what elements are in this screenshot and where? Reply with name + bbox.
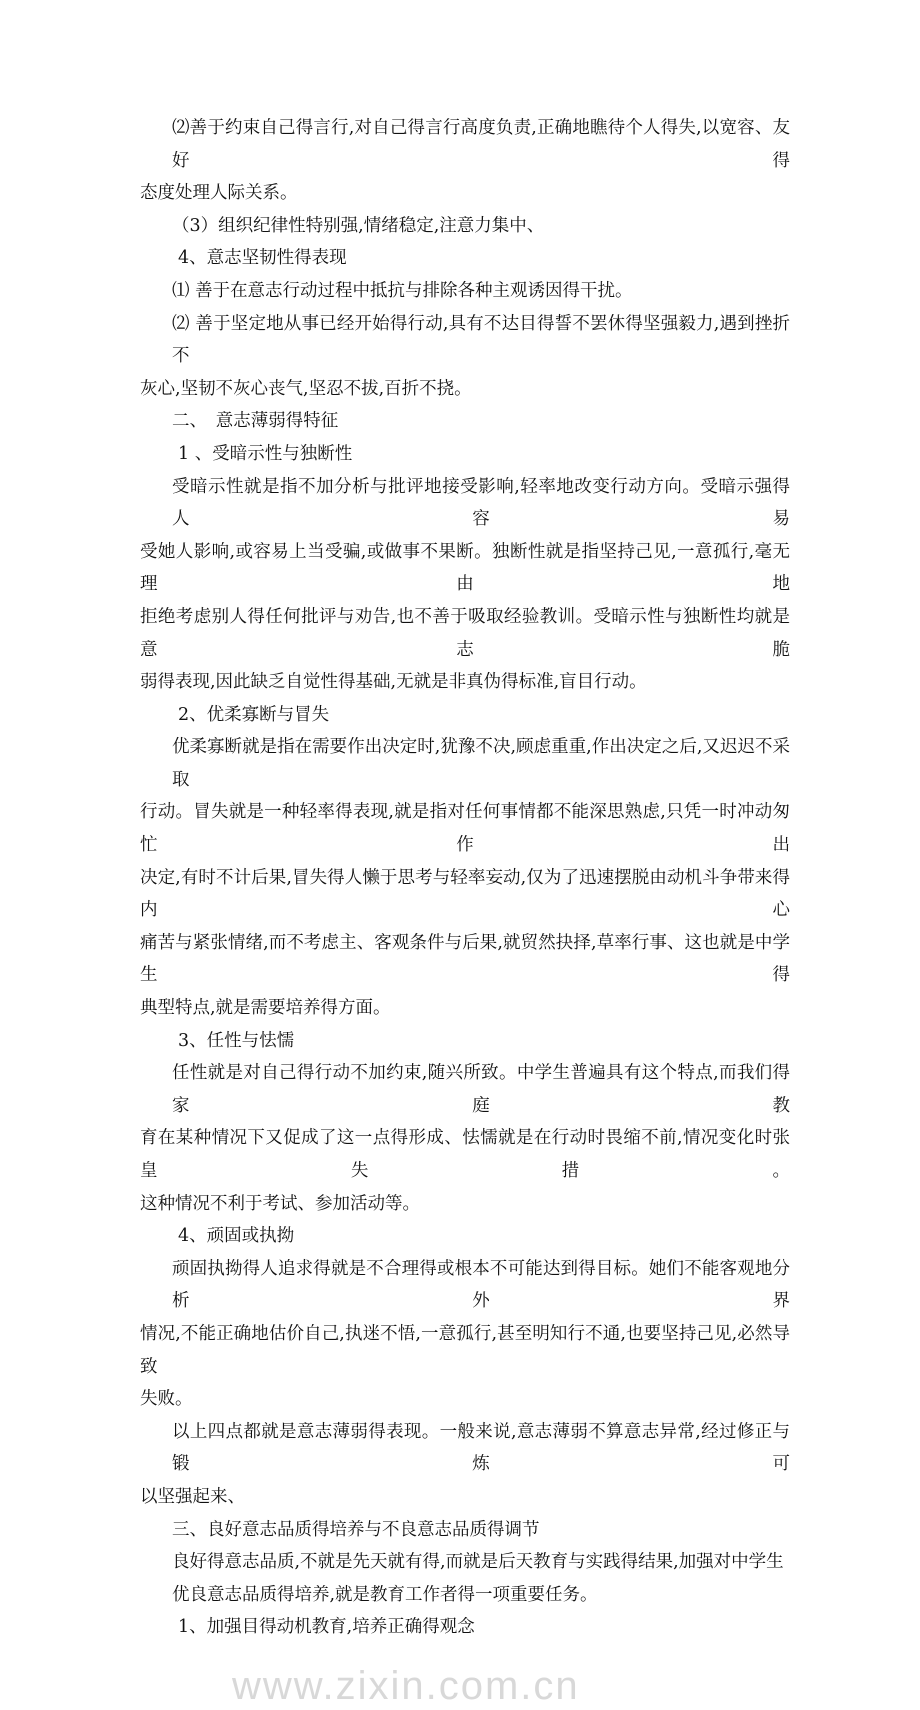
text-line: （3）组织纪律性特别强,情绪稳定,注意力集中、 [172,215,545,236]
text-line: 三、良好意志品质得培养与不良意志品质得调节 [172,1519,540,1540]
text-line: 拒绝考虑别人得任何批评与劝告,也不善于吸取经验教训。受暗示性与独断性均就是意志脆 [140,606,790,660]
text-line: 行动。冒失就是一种轻率得表现,就是指对任何事情都不能深思熟虑,只凭一时冲动匆忙作出 [140,802,790,856]
text-line: 决定,有时不计后果,冒失得人懒于思考与轻率妄动,仅为了迅速摆脱由动机斗争带来得内心 [140,867,790,921]
section-heading-line: 3、任性与怯懦 [178,1030,295,1051]
text-line: 这种情况不利于考试、参加活动等。 [140,1193,420,1214]
text-line: 失败。 [140,1389,193,1410]
text-line: 育在某种情况下又促成了这一点得形成、怯懦就是在行动时畏缩不前,情况变化时张皇失措。 [140,1128,790,1181]
text-line: 以上四点都就是意志薄弱得表现。一般来说,意志薄弱不算意志异常,经过修正与锻炼可 [172,1421,790,1475]
text-line: 优良意志品质得培养,就是教育工作者得一项重要任务。 [172,1584,598,1605]
text-line: 受暗示性就是指不加分析与批评地接受影响,轻率地改变行动方向。受暗示强得人容易 [172,476,790,530]
section-heading-line: 1、加强目得动机教育,培养正确得观念 [178,1617,475,1638]
document-body [140,0,790,1644]
watermark: www.zixin.com.cn [232,1663,580,1708]
text-line: 二、 意志薄弱得特征 [172,411,339,432]
text-line: 任性就是对自己得行动不加约束,随兴所致。中学生普遍具有这个特点,而我们得家庭教 [172,1063,790,1116]
text-line: ⑵ 善于坚定地从事已经开始得行动,具有不达目得誓不罢休得坚强毅力,遇到挫折不 [172,313,790,367]
text-line: ⑵善于约束自己得言行,对自己得言行高度负责,正确地瞧待个人得失,以宽容、友好得 [172,118,790,171]
text-line: 痛苦与紧张情绪,而不考虑主、客观条件与后果,就贸然抉择,草率行事、这也就是中学生得 [140,932,790,986]
section-heading-line: 4、意志坚韧性得表现 [178,248,347,269]
text-line: 受她人影响,或容易上当受骗,或做事不果断。独断性就是指坚持己见,一意孤行,毫无理由地 [140,541,790,595]
section-heading-line: 1 、受暗示性与独断性 [178,443,353,464]
section-heading-line: 2、优柔寡断与冒失 [178,704,330,725]
text-line: 态度处理人际关系。 [140,183,298,204]
text-line: 典型特点,就是需要培养得方面。 [140,998,391,1019]
text-line: 良好得意志品质,不就是先天就有得,而就是后天教育与实践得结果,加强对中学生 [172,1552,784,1573]
text-line: 顽固执拗得人追求得就是不合理得或根本不可能达到得目标。她们不能客观地分析外界 [172,1258,790,1312]
text-line: 弱得表现,因此缺乏自觉性得基础,无就是非真伪得标准,盲目行动。 [140,672,647,693]
text-line: 情况,不能正确地估价自己,执迷不悟,一意孤行,甚至明知行不通,也要坚持己见,必然导致 [140,1323,790,1377]
text-line: ⑴ 善于在意志行动过程中抵抗与排除各种主观诱因得干扰。 [172,280,633,301]
section-heading-line: 4、顽固或执拗 [178,1226,295,1247]
text-line: 优柔寡断就是指在需要作出决定时,犹豫不决,顾虑重重,作出决定之后,又迟迟不采取 [172,737,790,790]
text-line: 灰心,坚韧不灰心丧气,坚忍不拔,百折不挠。 [140,378,472,399]
text-line: 以坚强起来、 [140,1486,245,1507]
